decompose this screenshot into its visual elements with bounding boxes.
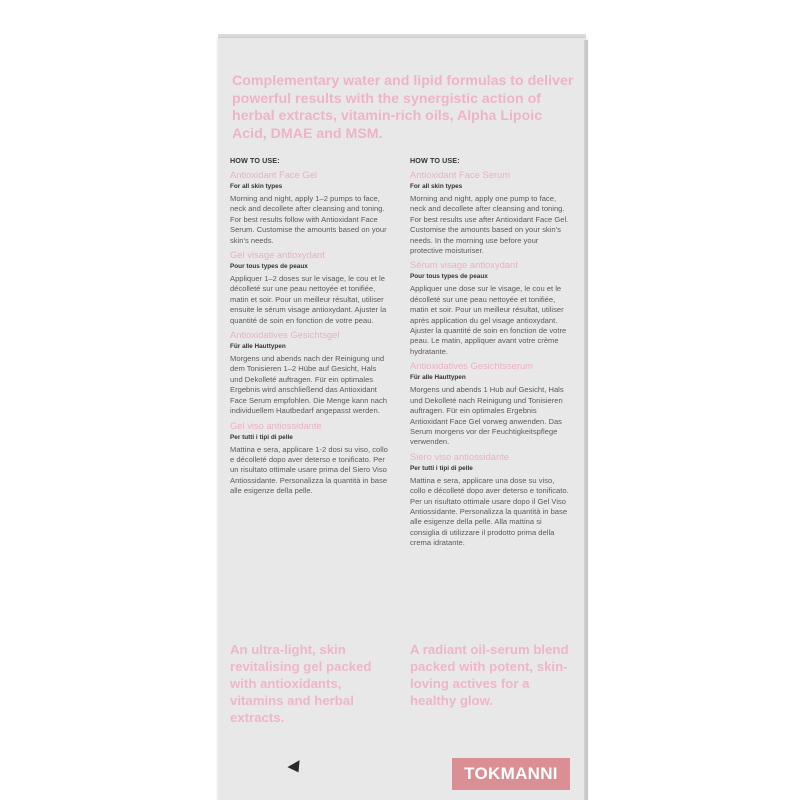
instruction-text: Morgens und abends 1 Hub auf Gesicht, Hals und Dekolleté nach Reinigung und Tonisieren auftragen. Für ein optimales Ergebnis Antioxidant Face Gel vorweg anwenden. Das Serum morgens vor der Feuchtigkeitspflege verwenden.	[410, 385, 564, 447]
box-headline: Complementary water and lipid formulas to deliver powerful results with the synergistic action of herbal extracts, vitamin-rich oils, Alpha Lipoic Acid, DMAE and MSM.	[232, 73, 574, 142]
box-side-edge	[584, 40, 588, 800]
instruction-text: Appliquer 1–2 doses sur le visage, le cou et le décolleté sur une peau nettoyée et tonifiée, matin et soir. Pour un meilleur résultat, utiliser ensuite le sérum visage antioxydant. Ajuster la quantité de soin en fonction de votre peau.	[230, 274, 387, 325]
instruction-block-fr	[410, 259, 570, 357]
skin-type: Für alle Hauttypen	[410, 374, 466, 382]
instruction-text: Morning and night, apply 1–2 pumps to face, neck and decollete after cleansing and toning. For best results follow with Antioxidant Face Serum. Customise the amounts based on your skin's needs.	[230, 194, 387, 245]
instruction-block-fr	[230, 249, 390, 326]
product-name: Gel visage antioxydant	[230, 249, 325, 261]
skin-type: Pour tous types de peaux	[230, 263, 308, 271]
instruction-text: Morgens und abends nach der Reinigung und dem Tonisieren 1–2 Hübe auf Gesicht, Hals und Dekolleté auftragen. Für ein optimales Ergebnis wird anschließend das Antioxidant Face Serum empfohlen. Die Menge kann nach individuellem Hautbedarf angepasst werden.	[230, 354, 388, 416]
skin-type: Per tutti i tipi di pelle	[410, 464, 473, 472]
instruction-block-en	[230, 169, 390, 246]
instructions-column-gel	[230, 156, 390, 500]
instruction-text: Appliquer une dose sur le visage, le cou et le décolleté sur une peau nettoyée et tonifiée, matin et soir. Pour un meilleur résultat, utiliser après application du gel visage antioxydant. Ajuster la quantité de soin en fonction de votre peau. Le matin, appliquer avant votre crème hydratante.	[410, 284, 567, 356]
product-name: Antioxidatives Gesichtsgel	[230, 329, 340, 341]
product-name: Antioxidatives Gesichtsserum	[410, 360, 533, 372]
instruction-block-de	[230, 329, 390, 416]
skin-type: Für alle Hauttypen	[230, 343, 286, 351]
instruction-text: Mattina e sera, applicare 1-2 dosi su viso, collo e décolleté dopo aver deterso e tonificato. Per un risultato ottimale usare prima del Siero Viso Antiossidante. Personalizza la quantità in base alle esigenze della pelle.	[230, 444, 388, 496]
store-label-text: TOKMANNI	[464, 764, 558, 783]
product-name: Antioxidant Face Serum	[410, 169, 511, 180]
how-to-use-heading: HOW TO USE:	[410, 156, 460, 165]
tagline-serum: A radiant oil-serum blend packed with potent, skin-loving actives for a healthy glow.	[410, 642, 569, 708]
instruction-block-it	[410, 451, 570, 549]
instruction-block-it	[230, 420, 390, 497]
instruction-text: Morning and night, apply one pump to face, neck and decollete after cleansing and toning. For best results use after Antioxidant Face Gel. Customise the amounts based on your skin's needs. In the morning use before your protective moisturiser.	[410, 194, 569, 256]
product-name: Gel viso antiossidante	[230, 419, 322, 431]
skin-type: For all skin types	[410, 183, 463, 190]
instructions-column-serum	[410, 156, 570, 552]
product-name: Siero viso antiossidante	[410, 450, 510, 462]
tagline-gel: An ultra-light, skin revitalising gel packed with antioxidants, vitamins and herbal extracts.	[230, 642, 372, 725]
skin-type: Pour tous types de peaux	[410, 273, 488, 281]
instruction-block-en	[410, 169, 570, 256]
how-to-use-heading: HOW TO USE:	[230, 156, 280, 165]
skin-type: Per tutti i tipi di pelle	[230, 433, 293, 441]
skin-type: For all skin types	[230, 183, 283, 190]
instruction-text: Mattina e sera, applicare una dose su viso, collo e décolleté dopo aver deterso e tonificato. Per un risultato ottimale usare dopo il Gel Viso Antiossidante. Personalizza la quantità in base alle esigenze della pelle. Alla mattina si consiglia di utilizzare il prodotto prima della crema idratante.	[410, 475, 569, 548]
product-name: Sérum visage antioxydant	[410, 259, 518, 271]
instruction-block-de	[410, 360, 570, 447]
product-name: Antioxidant Face Gel	[230, 169, 318, 180]
